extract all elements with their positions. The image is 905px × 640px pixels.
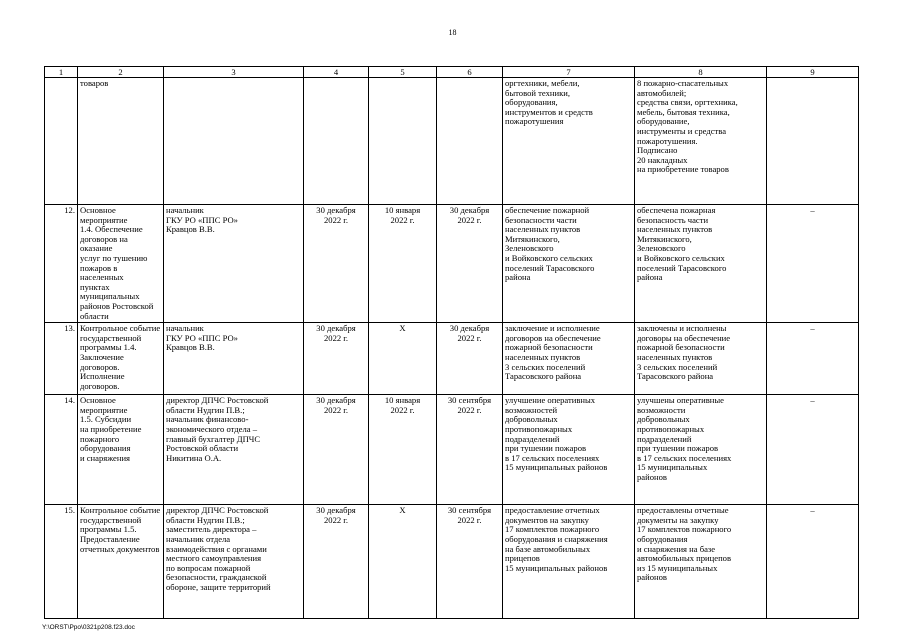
responsible-cell: начальник ГКУ РО «ППС РО» Кравцов В.В. bbox=[164, 205, 304, 323]
note-cell: – bbox=[767, 505, 859, 619]
date-cell: 30 декабря 2022 г. bbox=[304, 205, 369, 323]
date-cell: 10 января 2022 г. bbox=[369, 395, 437, 505]
file-path-footer: Y:\ORST\Ppo\0321p208.f23.doc bbox=[42, 624, 135, 631]
row-number-cell: 12. bbox=[45, 205, 78, 323]
row-number-cell: 14. bbox=[45, 395, 78, 505]
row-number-cell bbox=[45, 78, 78, 205]
date-cell: 30 сентября 2022 г. bbox=[437, 395, 503, 505]
date-cell: X bbox=[369, 505, 437, 619]
event-cell: Контрольное событие государственной программы 1.4. Заключение договоров. Исполнение договоров. bbox=[78, 323, 164, 395]
note-cell: – bbox=[767, 323, 859, 395]
actual-result-cell: обеспечена пожарная безопасность части населенных пунктов Митякинского, Зеленовского и Войковского сельских поселений Тарасовского района bbox=[635, 205, 767, 323]
responsible-cell bbox=[164, 78, 304, 205]
table-row bbox=[45, 323, 859, 395]
expected-result-cell: предоставление отчетных документов на закупку 17 комплектов пожарного оборудования и снаряжения на базе автомобильных прицепов 15 муниципальных районов bbox=[503, 505, 635, 619]
expected-result-cell: заключение и исполнение договоров на обеспечение пожарной безопасности населенных пунктов 3 сельских поселений Тарасовского района bbox=[503, 323, 635, 395]
date-cell: X bbox=[369, 323, 437, 395]
date-cell: 30 декабря 2022 г. bbox=[304, 395, 369, 505]
date-cell bbox=[304, 78, 369, 205]
date-cell: 10 января 2022 г. bbox=[369, 205, 437, 323]
table-row-continuation bbox=[45, 78, 859, 205]
event-cell: товаров bbox=[78, 78, 164, 205]
actual-result-cell: предоставлены отчетные документы на закупку 17 комплектов пожарного оборудования и снаряжения на базе автомобильных прицепов из 15 муниципальных районов bbox=[635, 505, 767, 619]
expected-result-cell: улучшение оперативных возможностей добровольных противопожарных подразделений при тушении пожаров в 17 сельских поселениях 15 муниципальных районов bbox=[503, 395, 635, 505]
column-number-row bbox=[45, 67, 859, 78]
column-number: 7 bbox=[503, 67, 635, 78]
date-cell: 30 декабря 2022 г. bbox=[437, 323, 503, 395]
table-row bbox=[45, 505, 859, 619]
event-cell: Контрольное событие государственной программы 1.5. Предоставление отчетных документов bbox=[78, 505, 164, 619]
date-cell: 30 декабря 2022 г. bbox=[304, 505, 369, 619]
responsible-cell: директор ДПЧС Ростовской области Нудгин П.В.; начальник финансово- экономического отдела – главный бухгалтер ДПЧС Ростовской области Никитина О.А. bbox=[164, 395, 304, 505]
plan-table bbox=[44, 66, 859, 619]
page-number: 18 bbox=[448, 28, 457, 37]
date-cell: 30 сентября 2022 г. bbox=[437, 505, 503, 619]
row-number-cell: 15. bbox=[45, 505, 78, 619]
table-row bbox=[45, 205, 859, 323]
row-number-cell: 13. bbox=[45, 323, 78, 395]
column-number: 1 bbox=[45, 67, 78, 78]
column-number: 5 bbox=[369, 67, 437, 78]
expected-result-cell: оргтехники, мебели, бытовой техники, оборудования, инструментов и средств пожаротушения bbox=[503, 78, 635, 205]
responsible-cell: начальник ГКУ РО «ППС РО» Кравцов В.В. bbox=[164, 323, 304, 395]
event-cell: Основное мероприятие 1.5. Субсидии на приобретение пожарного оборудования и снаряжения bbox=[78, 395, 164, 505]
actual-result-cell: 8 пожарно-спасательных автомобилей; средства связи, оргтехника, мебель, бытовая техника, оборудование, инструменты и средства пожаротушения. Подписано 20 накладных на приобретение товаров bbox=[635, 78, 767, 205]
column-number: 8 bbox=[635, 67, 767, 78]
note-cell bbox=[767, 78, 859, 205]
column-number: 6 bbox=[437, 67, 503, 78]
table-row bbox=[45, 395, 859, 505]
note-cell: – bbox=[767, 395, 859, 505]
actual-result-cell: улучшены оперативные возможности добровольных противопожарных подразделений при тушении пожаров в 17 сельских поселениях 15 муниципальных районов bbox=[635, 395, 767, 505]
expected-result-cell: обеспечение пожарной безопасности части населенных пунктов Митякинского, Зеленовского и Войковского сельских поселений Тарасовского района bbox=[503, 205, 635, 323]
actual-result-cell: заключены и исполнены договоры на обеспечение пожарной безопасности населенных пунктов 3 сельских поселений Тарасовского района bbox=[635, 323, 767, 395]
responsible-cell: директор ДПЧС Ростовской области Нудгин П.В.; заместитель директора – начальник отдела взаимодействия с органами местного самоуправления по вопросам пожарной безопасности, гражданской обороне, защите территорий bbox=[164, 505, 304, 619]
date-cell bbox=[437, 78, 503, 205]
event-cell: Основное мероприятие 1.4. Обеспечение договоров на оказание услуг по тушению пожаров в населенных пунктах муниципальных районов Ростовской области bbox=[78, 205, 164, 323]
column-number: 9 bbox=[767, 67, 859, 78]
column-number: 2 bbox=[78, 67, 164, 78]
date-cell: 30 декабря 2022 г. bbox=[437, 205, 503, 323]
column-number: 4 bbox=[304, 67, 369, 78]
date-cell: 30 декабря 2022 г. bbox=[304, 323, 369, 395]
column-number: 3 bbox=[164, 67, 304, 78]
note-cell: – bbox=[767, 205, 859, 323]
date-cell bbox=[369, 78, 437, 205]
